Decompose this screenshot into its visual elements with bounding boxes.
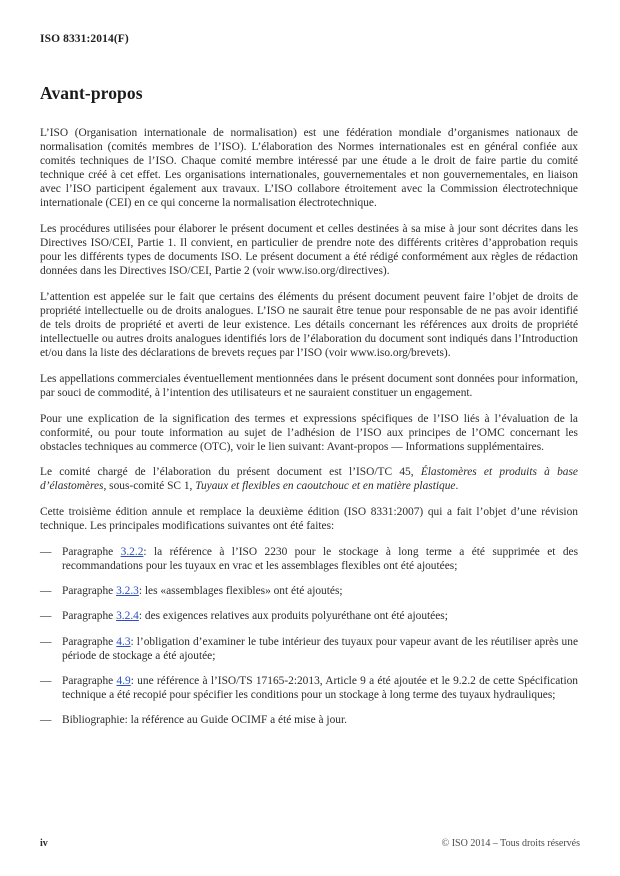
list-item	[40, 584, 578, 598]
page-title: Avant-propos	[40, 83, 143, 103]
committee-tail-text: .	[455, 480, 459, 493]
change-prefix: Paragraphe	[62, 635, 117, 648]
committee-lead-text: Le comité chargé de l’élaboration du présent document est l’ISO/TC 45,	[40, 466, 421, 479]
list-item	[40, 545, 578, 573]
list-item	[40, 674, 578, 702]
list-item	[40, 713, 578, 727]
clause-link-4-3[interactable]: 4.3	[116, 635, 131, 648]
clause-link-4-9[interactable]: 4.9	[116, 675, 131, 688]
paragraph-patent-rights: L’attention est appelée sur le fait que certains des éléments du présent document peuvent faire l’objet de droits de propriété intellectuelle ou de droits analogues. L’ISO ne saurait être tenue pour responsable de ne pas avoir identifié de tels droits de propriété et averti de leur existence. Les détails concernant les références aux droits de propriété intellectuelle ou autres droits analogues identifiés lors de l’élaboration du document sont indiqués dans l’Introduction et/ou dans la liste des déclarations de brevets reçues par l’ISO (voir www.iso.org/brevets).	[40, 290, 578, 360]
clause-link-3-2-3[interactable]: 3.2.3	[116, 585, 139, 598]
change-prefix: Paragraphe	[62, 610, 117, 623]
copyright-notice: © ISO 2014 – Tous droits réservés	[441, 838, 580, 849]
document-header-standard-number: ISO 8331:2014(F)	[40, 33, 129, 45]
committee-sc-title: Tuyaux et flexibles en caoutchouc et en matière plastique	[195, 480, 456, 493]
paragraph-edition-note: Cette troisième édition annule et remplace la deuxième édition (ISO 8331:2007) qui a fait l’objet d’une révision technique. Les principales modifications suivantes ont été faites:	[40, 506, 578, 533]
change-text: : des exigences relatives aux produits polyuréthane ont été ajoutées;	[138, 610, 448, 623]
changes-list	[40, 545, 578, 728]
clause-link-3-2-2[interactable]: 3.2.2	[120, 545, 144, 558]
change-text: : une référence à l’ISO/TS 17165-2:2013, Article 9 a été ajoutée et le 9.2.2 de cette Spécification technique a été recopié pour spécifier les conditions pour un stockage à long terme des tuyaux hydrauliques;	[62, 675, 578, 702]
committee-tc-title: Élastomères et produits à base d’élastomères	[40, 466, 578, 493]
page-footer	[40, 838, 580, 849]
em-dash-bullet-icon: —	[40, 635, 52, 648]
em-dash-bullet-icon: —	[40, 675, 52, 688]
paragraph-wto-tbt: Pour une explication de la signification des termes et expressions spécifiques de l’ISO liés à l’évaluation de la conformité, ou pour toute information au sujet de l’adhésion de l’ISO aux principes de l’OMC concernant les obstacles techniques au commerce (OTC), voir le lien suivant: Avant-propos — Informations supplémentaires.	[40, 412, 578, 453]
list-item	[40, 609, 578, 623]
change-prefix: Paragraphe	[62, 545, 121, 558]
change-prefix: Paragraphe	[62, 675, 117, 688]
list-item	[40, 635, 578, 663]
paragraph-trade-names: Les appellations commerciales éventuellement mentionnées dans le présent document sont données pour information, par souci de commodité, à l’intention des utilisateurs et ne sauraient constituer un engagement.	[40, 372, 578, 399]
document-content	[40, 83, 578, 739]
committee-middle-text: , sous-comité SC 1,	[103, 480, 196, 493]
em-dash-bullet-icon: —	[40, 714, 52, 727]
em-dash-bullet-icon: —	[40, 545, 52, 558]
clause-link-3-2-4[interactable]: 3.2.4	[116, 610, 139, 623]
page-number: iv	[40, 838, 48, 849]
em-dash-bullet-icon: —	[40, 610, 52, 623]
change-prefix: Paragraphe	[62, 585, 117, 598]
change-text: : les «assemblages flexibles» ont été ajoutés;	[138, 585, 343, 598]
paragraph-iso-definition: L’ISO (Organisation internationale de normalisation) est une fédération mondiale d’organismes nationaux de normalisation (comités membres de l’ISO). L’élaboration des Normes internationales est en général confiée aux comités techniques de l’ISO. Chaque comité membre intéressé par une étude a le droit de faire partie du comité technique créé à cet effet. Les organisations internationales, gouvernementales et non gouvernementales, en liaison avec l’ISO participent également aux travaux. L’ISO collabore étroitement avec la Commission électrotechnique internationale (CEI) en ce qui concerne la normalisation électrotechnique.	[40, 127, 578, 210]
paragraph-committee	[40, 465, 578, 493]
em-dash-bullet-icon: —	[40, 585, 52, 598]
paragraph-procedures: Les procédures utilisées pour élaborer le présent document et celles destinées à sa mise à jour sont décrites dans les Directives ISO/CEI, Partie 1. Il convient, en particulier de prendre note des différents critères d’approbation requis pour les différents types de documents ISO. Le présent document a été rédigé conformément aux règles de rédaction données dans les Directives ISO/CEI, Partie 2 (voir www.iso.org/directives).	[40, 223, 578, 278]
change-text: : l’obligation d’examiner le tube intérieur des tuyaux pour vapeur avant de les réutiliser après une période de stockage a été ajoutée;	[62, 635, 579, 662]
change-text: : la référence à l’ISO 2230 pour le stockage à long terme a été supprimée et des recommandations pour les tuyaux en vrac et les assemblages flexibles ont été ajoutées;	[62, 545, 579, 572]
change-text: Bibliographie: la référence au Guide OCIMF a été mise à jour.	[62, 714, 347, 727]
